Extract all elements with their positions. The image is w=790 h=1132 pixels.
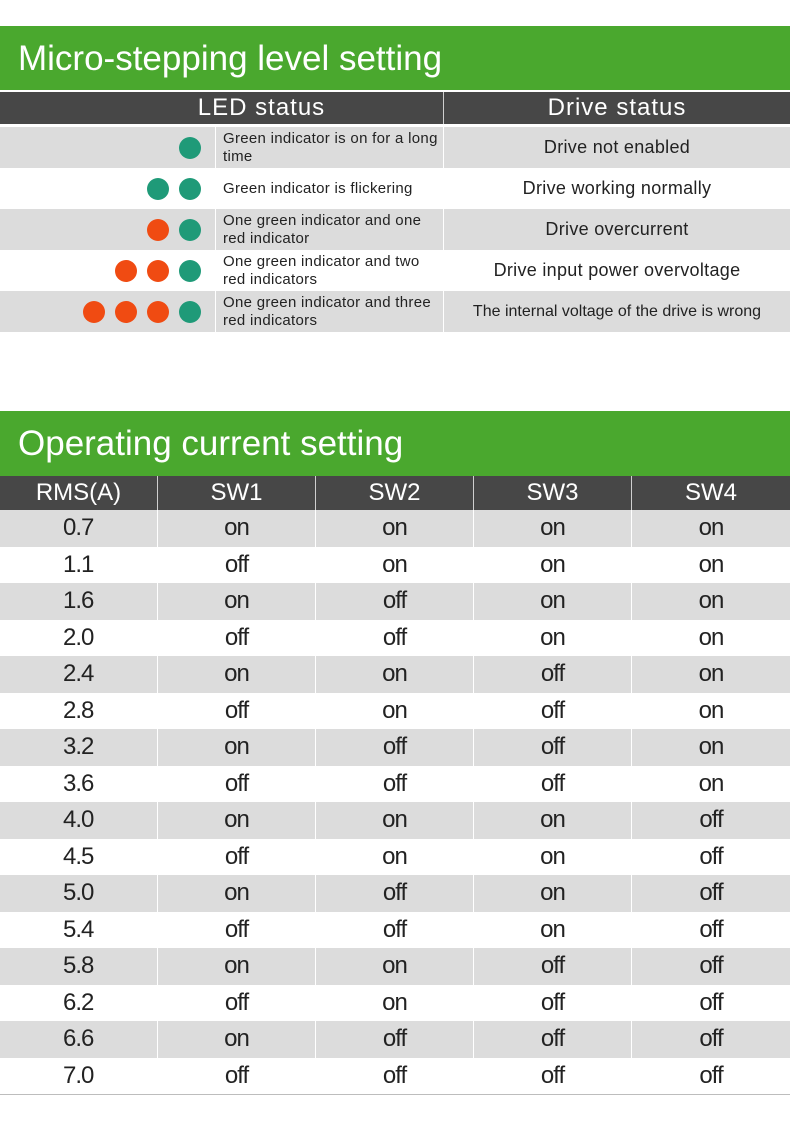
red-led-icon <box>115 260 137 282</box>
sw2-state-cell: off <box>316 583 474 620</box>
sw2-state-cell: off <box>316 875 474 912</box>
current-setting-table <box>0 510 790 1094</box>
led-status-row <box>0 291 790 332</box>
sw2-state-cell: off <box>316 620 474 657</box>
table-row <box>0 766 790 803</box>
rms-value-cell: 1.1 <box>0 547 158 584</box>
sw1-state-cell: off <box>158 912 316 949</box>
sw4-state-cell: on <box>698 623 724 651</box>
green-led-icon <box>147 178 169 200</box>
green-led-icon <box>179 137 201 159</box>
sw2-state-cell: off <box>316 1021 474 1058</box>
green-led-icon <box>179 219 201 241</box>
table-row <box>0 1058 790 1095</box>
led-status-text: Green indicator is on for a long time <box>216 127 444 168</box>
sw3-state-cell: on <box>474 547 632 584</box>
green-led-icon <box>179 178 201 200</box>
led-indicator-group <box>0 209 216 250</box>
sw3-state-cell: off <box>474 1058 632 1095</box>
sw4-state-cell: off <box>699 1061 723 1089</box>
sw4-state-cell: off <box>699 842 723 870</box>
drive-status-text: Drive input power overvoltage <box>493 260 741 280</box>
table-row <box>0 693 790 730</box>
drive-status-header: Drive status <box>547 94 687 121</box>
sw3-state-cell: off <box>474 766 632 803</box>
sw3-state-cell: off <box>474 729 632 766</box>
red-led-icon <box>147 219 169 241</box>
sw4-state-cell: on <box>698 514 724 542</box>
led-status-row <box>0 127 790 168</box>
rms-value-cell: 0.7 <box>0 510 158 547</box>
sw3-state-cell: off <box>474 693 632 730</box>
table-row <box>0 583 790 620</box>
led-status-text: One green indicator and three red indicators <box>216 291 444 332</box>
sw3-state-cell: off <box>474 948 632 985</box>
sw1-state-cell: on <box>158 875 316 912</box>
rms-value-cell: 4.0 <box>0 802 158 839</box>
sw1-state-cell: off <box>158 1058 316 1095</box>
micro-stepping-title: Micro-stepping level setting <box>0 26 790 90</box>
red-led-icon <box>147 301 169 323</box>
operating-current-title: Operating current setting <box>0 411 790 476</box>
rms-value-cell: 2.4 <box>0 656 158 693</box>
sw4-state-cell: off <box>699 988 723 1016</box>
drive-status-text: The internal voltage of the drive is wrong <box>472 302 762 320</box>
table-row <box>0 547 790 584</box>
led-status-row <box>0 168 790 209</box>
sw3-state-cell: on <box>474 583 632 620</box>
rms-value-cell: 1.6 <box>0 583 158 620</box>
sw1-state-cell: off <box>158 693 316 730</box>
rms-value-cell: 6.2 <box>0 985 158 1022</box>
led-status-row <box>0 209 790 250</box>
sw2-state-cell: off <box>316 1058 474 1095</box>
led-indicator-group <box>0 250 216 291</box>
table-row <box>0 912 790 949</box>
table-row <box>0 802 790 839</box>
led-status-header: LED status <box>0 92 444 124</box>
sw1-state-cell: on <box>158 656 316 693</box>
sw3-column-header: SW3 <box>474 476 632 510</box>
sw2-state-cell: on <box>316 839 474 876</box>
sw3-state-cell: on <box>474 802 632 839</box>
rms-value-cell: 5.0 <box>0 875 158 912</box>
sw1-state-cell: on <box>158 729 316 766</box>
sw4-state-cell: on <box>698 587 724 615</box>
sw4-state-cell: off <box>699 806 723 834</box>
led-indicator-group <box>0 291 216 332</box>
table-row <box>0 875 790 912</box>
drive-status-text: Drive overcurrent <box>545 219 689 239</box>
sw1-state-cell: off <box>158 985 316 1022</box>
sw3-state-cell: on <box>474 912 632 949</box>
sw4-column-header: SW4 <box>684 479 737 506</box>
sw2-state-cell: on <box>316 985 474 1022</box>
drive-status-text: Drive working normally <box>522 178 712 198</box>
sw2-state-cell: off <box>316 912 474 949</box>
sw1-state-cell: off <box>158 547 316 584</box>
rms-value-cell: 3.2 <box>0 729 158 766</box>
sw4-state-cell: off <box>699 1025 723 1053</box>
led-indicator-group <box>0 127 216 168</box>
rms-value-cell: 6.6 <box>0 1021 158 1058</box>
drive-status-text: Drive not enabled <box>543 137 691 157</box>
table-bottom-divider <box>0 1094 790 1095</box>
sw3-state-cell: on <box>474 875 632 912</box>
table-row <box>0 620 790 657</box>
sw3-state-cell: off <box>474 985 632 1022</box>
rms-value-cell: 3.6 <box>0 766 158 803</box>
table-row <box>0 839 790 876</box>
sw1-state-cell: on <box>158 510 316 547</box>
sw2-state-cell: on <box>316 510 474 547</box>
sw4-state-cell: on <box>698 696 724 724</box>
led-status-text: One green indicator and one red indicator <box>216 209 444 250</box>
led-indicator-group <box>0 168 216 209</box>
sw4-state-cell: off <box>699 879 723 907</box>
sw1-state-cell: off <box>158 766 316 803</box>
table-row <box>0 510 790 547</box>
sw1-state-cell: on <box>158 583 316 620</box>
sw2-state-cell: off <box>316 766 474 803</box>
sw4-state-cell: on <box>698 660 724 688</box>
sw4-state-cell: on <box>698 769 724 797</box>
sw1-state-cell: on <box>158 1021 316 1058</box>
sw1-column-header: SW1 <box>158 476 316 510</box>
rms-value-cell: 2.0 <box>0 620 158 657</box>
green-led-icon <box>179 301 201 323</box>
sw3-state-cell: on <box>474 620 632 657</box>
rms-value-cell: 7.0 <box>0 1058 158 1095</box>
table-row <box>0 729 790 766</box>
rms-value-cell: 4.5 <box>0 839 158 876</box>
sw1-state-cell: on <box>158 948 316 985</box>
table-row <box>0 948 790 985</box>
sw2-state-cell: on <box>316 547 474 584</box>
sw2-state-cell: on <box>316 693 474 730</box>
sw1-state-cell: on <box>158 802 316 839</box>
led-table-header <box>0 92 790 124</box>
sw3-state-cell: off <box>474 1021 632 1058</box>
led-status-row <box>0 250 790 291</box>
sw4-state-cell: on <box>698 733 724 761</box>
sw4-state-cell: on <box>698 550 724 578</box>
led-status-table <box>0 127 790 332</box>
sw2-state-cell: off <box>316 729 474 766</box>
red-led-icon <box>115 301 137 323</box>
sw4-state-cell: off <box>699 915 723 943</box>
red-led-icon <box>147 260 169 282</box>
sw3-state-cell: off <box>474 656 632 693</box>
rms-value-cell: 5.8 <box>0 948 158 985</box>
rms-column-header: RMS(A) <box>0 476 158 510</box>
sw2-column-header: SW2 <box>316 476 474 510</box>
table-row <box>0 985 790 1022</box>
red-led-icon <box>83 301 105 323</box>
sw3-state-cell: on <box>474 510 632 547</box>
green-led-icon <box>179 260 201 282</box>
sw4-state-cell: off <box>699 952 723 980</box>
led-status-text: One green indicator and two red indicators <box>223 252 420 288</box>
rms-value-cell: 2.8 <box>0 693 158 730</box>
table-row <box>0 656 790 693</box>
sw2-state-cell: on <box>316 948 474 985</box>
sw1-state-cell: off <box>158 620 316 657</box>
sw3-state-cell: on <box>474 839 632 876</box>
sw2-state-cell: on <box>316 802 474 839</box>
sw1-state-cell: off <box>158 839 316 876</box>
current-table-header <box>0 476 790 510</box>
sw2-state-cell: on <box>316 656 474 693</box>
rms-value-cell: 5.4 <box>0 912 158 949</box>
table-row <box>0 1021 790 1058</box>
led-status-text: Green indicator is flickering <box>223 179 413 197</box>
